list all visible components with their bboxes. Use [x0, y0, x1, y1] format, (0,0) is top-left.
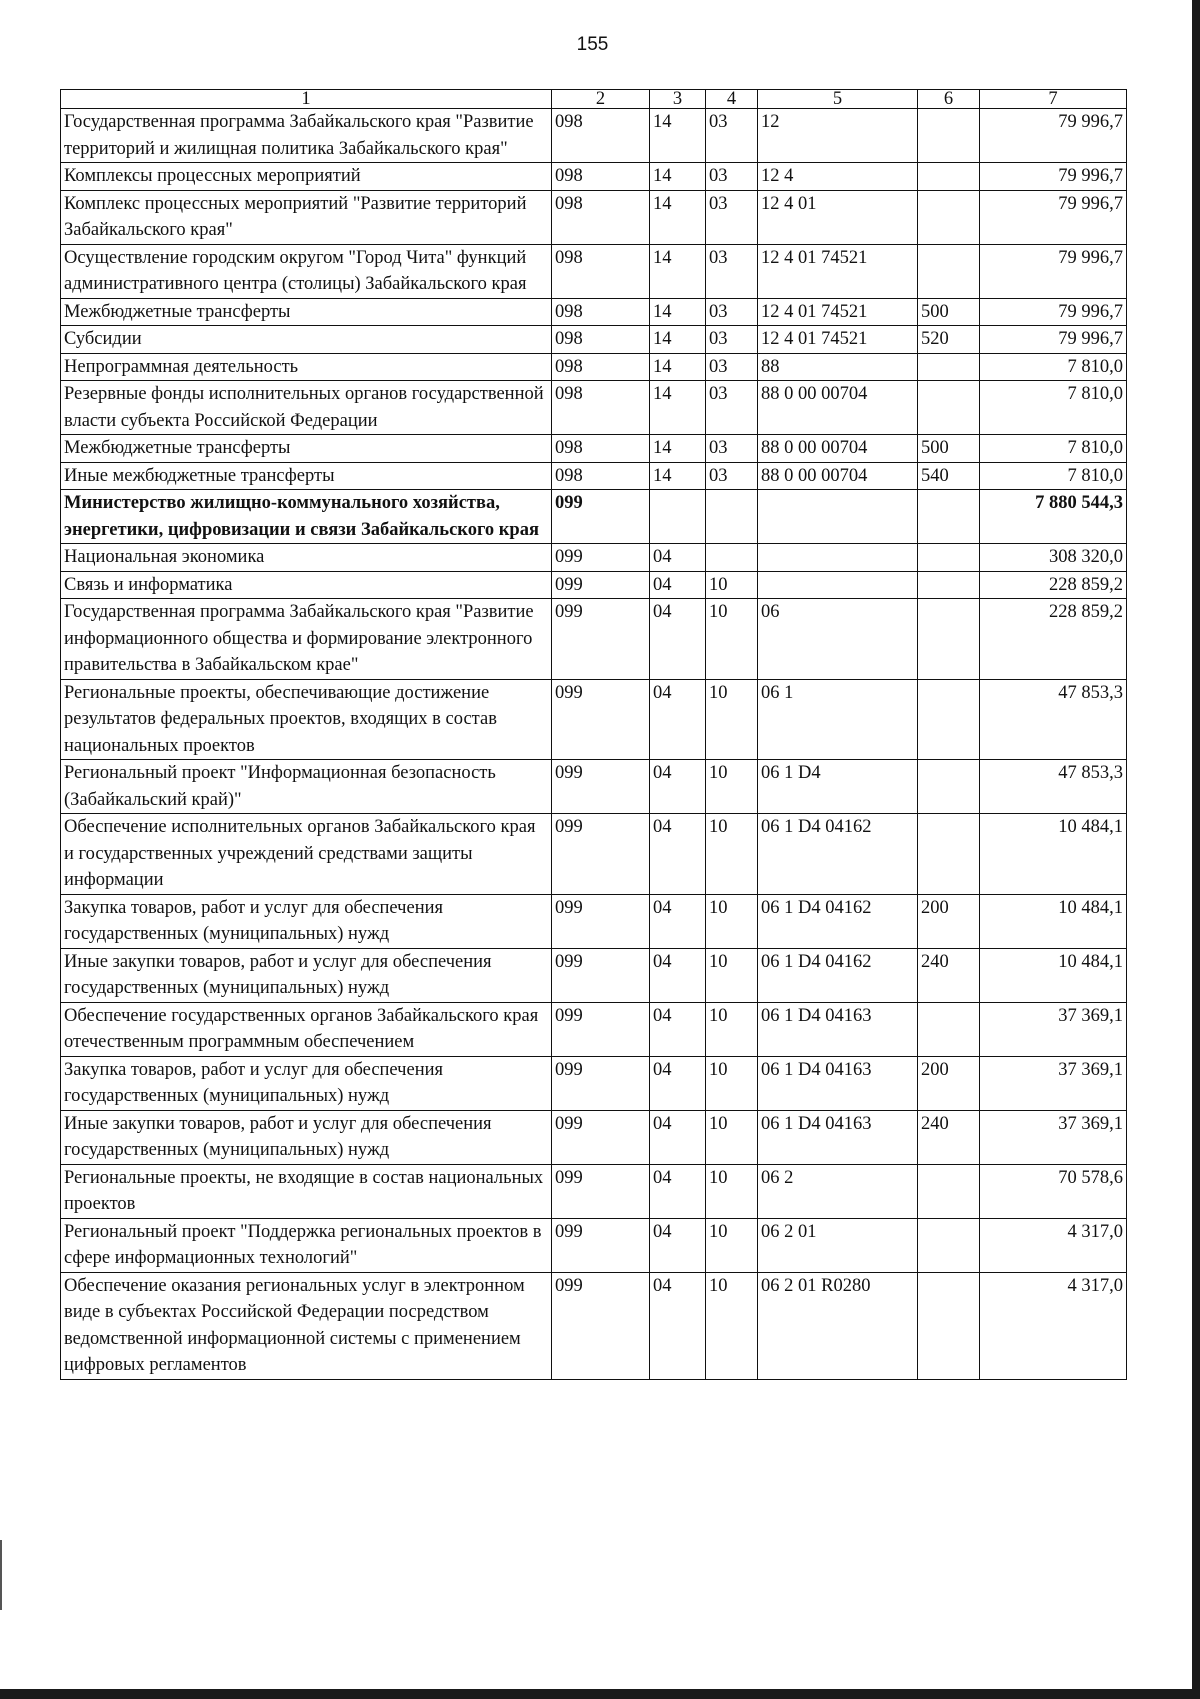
row-subsection-cell: 03 [706, 244, 758, 298]
row-subsection-cell: 03 [706, 326, 758, 354]
row-expense-type-cell [918, 599, 980, 680]
table-row [61, 462, 1127, 490]
row-amount-cell: 37 369,1 [980, 1110, 1127, 1164]
row-target-article-cell: 06 1 D4 04162 [758, 814, 918, 895]
row-target-article-cell: 06 1 D4 04162 [758, 894, 918, 948]
row-section-cell: 04 [650, 894, 706, 948]
table-header-row [61, 90, 1127, 109]
row-subsection-cell: 03 [706, 353, 758, 381]
row-amount-cell: 228 859,2 [980, 599, 1127, 680]
column-header-7: 7 [980, 90, 1127, 109]
row-section-cell: 14 [650, 353, 706, 381]
row-subsection-cell: 03 [706, 163, 758, 191]
table-row [61, 544, 1127, 572]
row-expense-type-cell: 500 [918, 435, 980, 463]
row-name-cell: Региональный проект "Поддержка региональных проектов в сфере информационных технологий" [61, 1218, 552, 1272]
row-subsection-cell: 03 [706, 190, 758, 244]
row-section-cell: 04 [650, 571, 706, 599]
row-subsection-cell: 10 [706, 679, 758, 760]
row-subsection-cell: 03 [706, 381, 758, 435]
row-grbs-cell: 098 [552, 163, 650, 191]
row-name-cell: Региональные проекты, не входящие в состав национальных проектов [61, 1164, 552, 1218]
row-expense-type-cell: 200 [918, 1056, 980, 1110]
row-target-article-cell [758, 544, 918, 572]
row-section-cell: 14 [650, 244, 706, 298]
table-row [61, 353, 1127, 381]
row-amount-cell: 228 859,2 [980, 571, 1127, 599]
row-expense-type-cell: 540 [918, 462, 980, 490]
row-target-article-cell: 06 1 D4 04162 [758, 948, 918, 1002]
row-name-cell: Обеспечение оказания региональных услуг в электронном виде в субъектах Российской Федерации посредством ведомственной информационной системы с применением цифровых регламентов [61, 1272, 552, 1379]
row-section-cell: 04 [650, 948, 706, 1002]
row-name-cell: Обеспечение государственных органов Забайкальского края отечественным программным обеспечением [61, 1002, 552, 1056]
row-subsection-cell [706, 544, 758, 572]
row-subsection-cell: 03 [706, 435, 758, 463]
table-row [61, 381, 1127, 435]
row-expense-type-cell [918, 571, 980, 599]
row-expense-type-cell [918, 1272, 980, 1379]
column-header-4: 4 [706, 90, 758, 109]
row-name-cell: Межбюджетные трансферты [61, 435, 552, 463]
row-subsection-cell: 10 [706, 1164, 758, 1218]
row-grbs-cell: 099 [552, 1110, 650, 1164]
row-grbs-cell: 098 [552, 244, 650, 298]
row-amount-cell: 79 996,7 [980, 244, 1127, 298]
row-name-cell: Обеспечение исполнительных органов Забайкальского края и государственных учреждений средствами защиты информации [61, 814, 552, 895]
row-name-cell: Иные межбюджетные трансферты [61, 462, 552, 490]
row-subsection-cell: 10 [706, 1002, 758, 1056]
table-row [61, 814, 1127, 895]
row-name-cell: Непрограммная деятельность [61, 353, 552, 381]
row-target-article-cell: 06 2 01 R0280 [758, 1272, 918, 1379]
row-grbs-cell: 099 [552, 814, 650, 895]
row-grbs-cell: 098 [552, 326, 650, 354]
row-expense-type-cell: 240 [918, 948, 980, 1002]
table-row [61, 298, 1127, 326]
row-subsection-cell: 10 [706, 1110, 758, 1164]
row-expense-type-cell: 500 [918, 298, 980, 326]
column-header-3: 3 [650, 90, 706, 109]
row-amount-cell: 7 810,0 [980, 462, 1127, 490]
row-name-cell: Комплексы процессных мероприятий [61, 163, 552, 191]
row-grbs-cell: 099 [552, 760, 650, 814]
row-section-cell: 04 [650, 1002, 706, 1056]
row-target-article-cell: 12 4 01 74521 [758, 326, 918, 354]
row-name-cell: Национальная экономика [61, 544, 552, 572]
row-name-cell: Региональный проект "Информационная безопасность (Забайкальский край)" [61, 760, 552, 814]
row-expense-type-cell [918, 190, 980, 244]
row-amount-cell: 79 996,7 [980, 298, 1127, 326]
row-expense-type-cell [918, 353, 980, 381]
row-target-article-cell [758, 490, 918, 544]
table-row [61, 679, 1127, 760]
row-subsection-cell: 03 [706, 109, 758, 163]
row-grbs-cell: 099 [552, 1218, 650, 1272]
row-section-cell: 04 [650, 679, 706, 760]
row-section-cell: 14 [650, 109, 706, 163]
row-target-article-cell: 06 1 D4 [758, 760, 918, 814]
row-amount-cell: 70 578,6 [980, 1164, 1127, 1218]
row-target-article-cell: 12 4 01 74521 [758, 244, 918, 298]
row-target-article-cell: 88 0 00 00704 [758, 381, 918, 435]
row-target-article-cell: 12 4 01 [758, 190, 918, 244]
row-grbs-cell: 098 [552, 435, 650, 463]
page-number: 155 [576, 34, 609, 55]
row-subsection-cell: 03 [706, 298, 758, 326]
row-grbs-cell: 098 [552, 381, 650, 435]
column-header-6: 6 [918, 90, 980, 109]
row-amount-cell: 79 996,7 [980, 326, 1127, 354]
row-name-cell: Иные закупки товаров, работ и услуг для обеспечения государственных (муниципальных) нужд [61, 948, 552, 1002]
row-section-cell: 14 [650, 190, 706, 244]
row-subsection-cell: 10 [706, 571, 758, 599]
row-name-cell: Осуществление городским округом "Город Чита" функций административного центра (столицы) Забайкальского края [61, 244, 552, 298]
row-subsection-cell [706, 490, 758, 544]
row-section-cell: 04 [650, 1218, 706, 1272]
row-amount-cell: 10 484,1 [980, 948, 1127, 1002]
row-amount-cell: 37 369,1 [980, 1002, 1127, 1056]
row-amount-cell: 10 484,1 [980, 894, 1127, 948]
row-section-cell: 04 [650, 760, 706, 814]
table-row [61, 1272, 1127, 1379]
row-grbs-cell: 099 [552, 490, 650, 544]
row-amount-cell: 7 810,0 [980, 353, 1127, 381]
row-grbs-cell: 099 [552, 679, 650, 760]
row-target-article-cell: 06 2 01 [758, 1218, 918, 1272]
table-row [61, 109, 1127, 163]
table-row [61, 244, 1127, 298]
table-row [61, 1164, 1127, 1218]
row-amount-cell: 308 320,0 [980, 544, 1127, 572]
row-target-article-cell: 06 1 D4 04163 [758, 1002, 918, 1056]
row-section-cell: 04 [650, 1056, 706, 1110]
row-expense-type-cell [918, 679, 980, 760]
row-subsection-cell: 10 [706, 1218, 758, 1272]
row-target-article-cell: 06 1 D4 04163 [758, 1110, 918, 1164]
row-subsection-cell: 10 [706, 760, 758, 814]
row-grbs-cell: 099 [552, 1056, 650, 1110]
row-section-cell: 04 [650, 599, 706, 680]
row-grbs-cell: 099 [552, 544, 650, 572]
row-expense-type-cell: 520 [918, 326, 980, 354]
row-amount-cell: 10 484,1 [980, 814, 1127, 895]
table-row [61, 571, 1127, 599]
row-target-article-cell: 88 [758, 353, 918, 381]
row-expense-type-cell [918, 1218, 980, 1272]
table-row [61, 1056, 1127, 1110]
row-grbs-cell: 099 [552, 599, 650, 680]
row-target-article-cell: 12 4 [758, 163, 918, 191]
row-name-cell: Связь и информатика [61, 571, 552, 599]
table-row [61, 490, 1127, 544]
row-expense-type-cell [918, 814, 980, 895]
row-amount-cell: 7 880 544,3 [980, 490, 1127, 544]
row-subsection-cell: 10 [706, 814, 758, 895]
row-expense-type-cell [918, 244, 980, 298]
row-section-cell: 14 [650, 326, 706, 354]
row-name-cell: Субсидии [61, 326, 552, 354]
row-grbs-cell: 099 [552, 894, 650, 948]
row-amount-cell: 4 317,0 [980, 1218, 1127, 1272]
row-subsection-cell: 10 [706, 1272, 758, 1379]
row-target-article-cell: 06 2 [758, 1164, 918, 1218]
row-amount-cell: 37 369,1 [980, 1056, 1127, 1110]
row-amount-cell: 7 810,0 [980, 435, 1127, 463]
row-subsection-cell: 03 [706, 462, 758, 490]
row-name-cell: Закупка товаров, работ и услуг для обеспечения государственных (муниципальных) нужд [61, 1056, 552, 1110]
row-section-cell [650, 490, 706, 544]
budget-table [60, 89, 1127, 1380]
table-row [61, 326, 1127, 354]
row-grbs-cell: 099 [552, 1272, 650, 1379]
table-row [61, 948, 1127, 1002]
row-grbs-cell: 099 [552, 948, 650, 1002]
row-name-cell: Резервные фонды исполнительных органов государственной власти субъекта Российской Федерации [61, 381, 552, 435]
row-expense-type-cell [918, 381, 980, 435]
row-section-cell: 04 [650, 544, 706, 572]
row-expense-type-cell [918, 1002, 980, 1056]
row-target-article-cell: 06 1 D4 04163 [758, 1056, 918, 1110]
row-section-cell: 14 [650, 163, 706, 191]
row-expense-type-cell [918, 163, 980, 191]
table-row [61, 894, 1127, 948]
row-subsection-cell: 10 [706, 599, 758, 680]
row-target-article-cell: 12 [758, 109, 918, 163]
row-target-article-cell [758, 571, 918, 599]
row-name-cell: Иные закупки товаров, работ и услуг для обеспечения государственных (муниципальных) нужд [61, 1110, 552, 1164]
row-section-cell: 14 [650, 462, 706, 490]
row-subsection-cell: 10 [706, 948, 758, 1002]
row-expense-type-cell [918, 490, 980, 544]
row-section-cell: 04 [650, 1164, 706, 1218]
row-target-article-cell: 12 4 01 74521 [758, 298, 918, 326]
table-row [61, 1110, 1127, 1164]
table-row [61, 599, 1127, 680]
row-grbs-cell: 099 [552, 1002, 650, 1056]
table-row [61, 163, 1127, 191]
row-section-cell: 04 [650, 814, 706, 895]
row-expense-type-cell [918, 109, 980, 163]
row-subsection-cell: 10 [706, 1056, 758, 1110]
table-row [61, 190, 1127, 244]
row-section-cell: 14 [650, 435, 706, 463]
column-header-2: 2 [552, 90, 650, 109]
row-grbs-cell: 099 [552, 1164, 650, 1218]
row-section-cell: 14 [650, 381, 706, 435]
row-name-cell: Государственная программа Забайкальского края "Развитие информационного общества и формирование электронного правительства в Забайкальском крае" [61, 599, 552, 680]
row-grbs-cell: 098 [552, 109, 650, 163]
table-row [61, 1002, 1127, 1056]
row-name-cell: Региональные проекты, обеспечивающие достижение результатов федеральных проектов, входящих в состав национальных проектов [61, 679, 552, 760]
row-expense-type-cell: 200 [918, 894, 980, 948]
row-grbs-cell: 098 [552, 353, 650, 381]
row-target-article-cell: 06 [758, 599, 918, 680]
row-name-cell: Государственная программа Забайкальского края "Развитие территорий и жилищная политика Забайкальского края" [61, 109, 552, 163]
row-name-cell: Межбюджетные трансферты [61, 298, 552, 326]
row-amount-cell: 7 810,0 [980, 381, 1127, 435]
row-name-cell: Министерство жилищно-коммунального хозяйства, энергетики, цифровизации и связи Забайкальского края [61, 490, 552, 544]
scan-border-right [1192, 0, 1200, 1699]
table-body [61, 109, 1127, 1380]
scan-border-bottom [0, 1689, 1200, 1699]
row-grbs-cell: 098 [552, 462, 650, 490]
row-amount-cell: 47 853,3 [980, 760, 1127, 814]
row-section-cell: 04 [650, 1272, 706, 1379]
row-target-article-cell: 88 0 00 00704 [758, 462, 918, 490]
table-row [61, 1218, 1127, 1272]
row-amount-cell: 4 317,0 [980, 1272, 1127, 1379]
row-amount-cell: 47 853,3 [980, 679, 1127, 760]
row-target-article-cell: 88 0 00 00704 [758, 435, 918, 463]
row-expense-type-cell [918, 760, 980, 814]
row-section-cell: 04 [650, 1110, 706, 1164]
column-header-1: 1 [61, 90, 552, 109]
row-section-cell: 14 [650, 298, 706, 326]
row-name-cell: Комплекс процессных мероприятий "Развитие территорий Забайкальского края" [61, 190, 552, 244]
row-expense-type-cell [918, 1164, 980, 1218]
scan-mark-left [0, 1540, 2, 1610]
column-header-5: 5 [758, 90, 918, 109]
row-expense-type-cell: 240 [918, 1110, 980, 1164]
row-grbs-cell: 099 [552, 571, 650, 599]
row-grbs-cell: 098 [552, 190, 650, 244]
row-target-article-cell: 06 1 [758, 679, 918, 760]
row-subsection-cell: 10 [706, 894, 758, 948]
table-row [61, 760, 1127, 814]
table-row [61, 435, 1127, 463]
row-amount-cell: 79 996,7 [980, 109, 1127, 163]
row-grbs-cell: 098 [552, 298, 650, 326]
row-amount-cell: 79 996,7 [980, 163, 1127, 191]
row-name-cell: Закупка товаров, работ и услуг для обеспечения государственных (муниципальных) нужд [61, 894, 552, 948]
row-expense-type-cell [918, 544, 980, 572]
row-amount-cell: 79 996,7 [980, 190, 1127, 244]
